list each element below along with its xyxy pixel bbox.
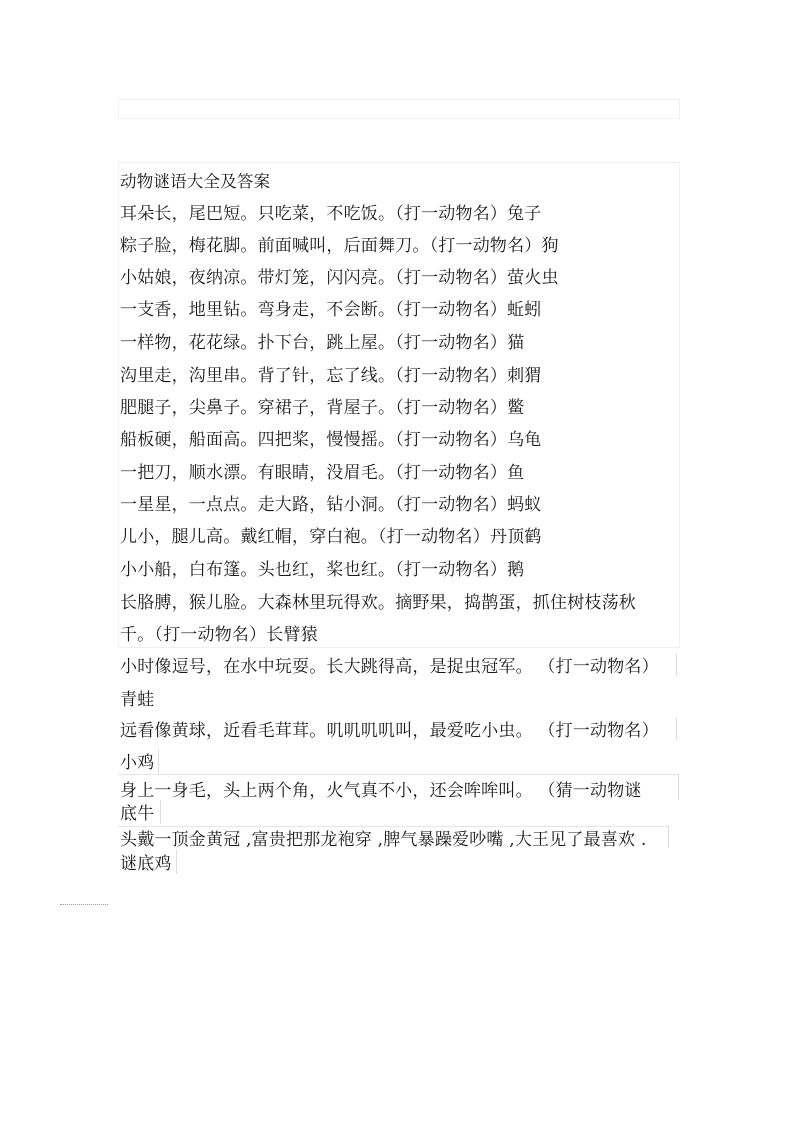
frame-edge — [676, 654, 677, 676]
riddle-line: 小姑娘，夜纳凉。带灯笼，闪闪亮。（打一动物名）萤火虫 — [120, 268, 559, 288]
riddle-line: 一把刀，顺水漂。有眼睛，没眉毛。（打一动物名）鱼 — [120, 463, 525, 483]
page-mark — [60, 904, 108, 906]
riddle-line: 一样物，花花绿。扑下台，跳上屋。（打一动物名）猫 — [120, 333, 525, 353]
riddle-line: 青蛙 — [120, 690, 155, 710]
riddle-line: 耳朵长，尾巴短。只吃菜，不吃饭。（打一动物名）兔子 — [120, 204, 542, 224]
riddle-line: 船板硬，船面高。四把桨，慢慢摇。（打一动物名）乌龟 — [120, 430, 542, 450]
frame-edge — [160, 800, 161, 824]
riddle-line: 远看像黄球，近看毛茸茸。叽叽叽叽叫，最爱吃小虫。 （打一动物名） — [120, 721, 659, 741]
riddle-line: 肥腿子，尖鼻子。穿裙子，背屋子。（打一动物名）鳖 — [120, 398, 525, 418]
riddle-line: 头戴一顶金黄冠 ,富贵把那龙袍穿 ,脾气暴躁爱吵嘴 ,大王见了最喜欢 . — [120, 830, 647, 850]
riddle-line: 身上一身毛，头上两个角，火气真不小，还会哞哞叫。 （猜一动物谜 — [120, 781, 642, 801]
frame-edge — [158, 750, 159, 774]
riddle-line: 长胳膊，猴儿脸。大森林里玩得欢。摘野果，捣鹊蛋，抓住树枝荡秋 — [120, 593, 636, 613]
riddle-line: 小鸡 — [120, 753, 155, 773]
riddle-line: 一支香，地里钻。弯身走，不会断。（打一动物名）蚯蚓 — [120, 300, 542, 320]
riddle-line: 小时像逗号，在水中玩耍。长大跳得高，是捉虫冠军。 （打一动物名） — [120, 657, 659, 677]
riddle-line: 底牛 — [120, 804, 155, 824]
riddle-line: 小小船，白布篷。头也红，桨也红。（打一动物名）鹅 — [120, 560, 525, 580]
header-frame — [118, 99, 680, 119]
riddle-line: 粽子脸，梅花脚。前面喊叫，后面舞刀。（打一动物名）狗 — [120, 236, 559, 256]
riddle-line: 沟里走，沟里串。背了针，忘了线。（打一动物名）刺猬 — [120, 366, 542, 386]
frame-edge — [676, 718, 677, 740]
riddle-line: 谜底鸡 — [120, 854, 172, 874]
frame-edge — [176, 850, 177, 874]
riddle-line: 儿小，腿儿高。戴红帽，穿白袍。（打一动物名）丹顶鹤 — [120, 527, 542, 547]
frame-edge — [668, 826, 669, 848]
page-title: 动物谜语大全及答案 — [120, 172, 271, 191]
riddle-line: 千。（打一动物名）长臂猿 — [120, 625, 318, 645]
frame-edge — [678, 774, 679, 800]
separator — [118, 826, 668, 827]
separator — [118, 774, 678, 775]
riddle-line: 一星星，一点点。走大路，钻小洞。（打一动物名）蚂蚁 — [120, 495, 542, 515]
